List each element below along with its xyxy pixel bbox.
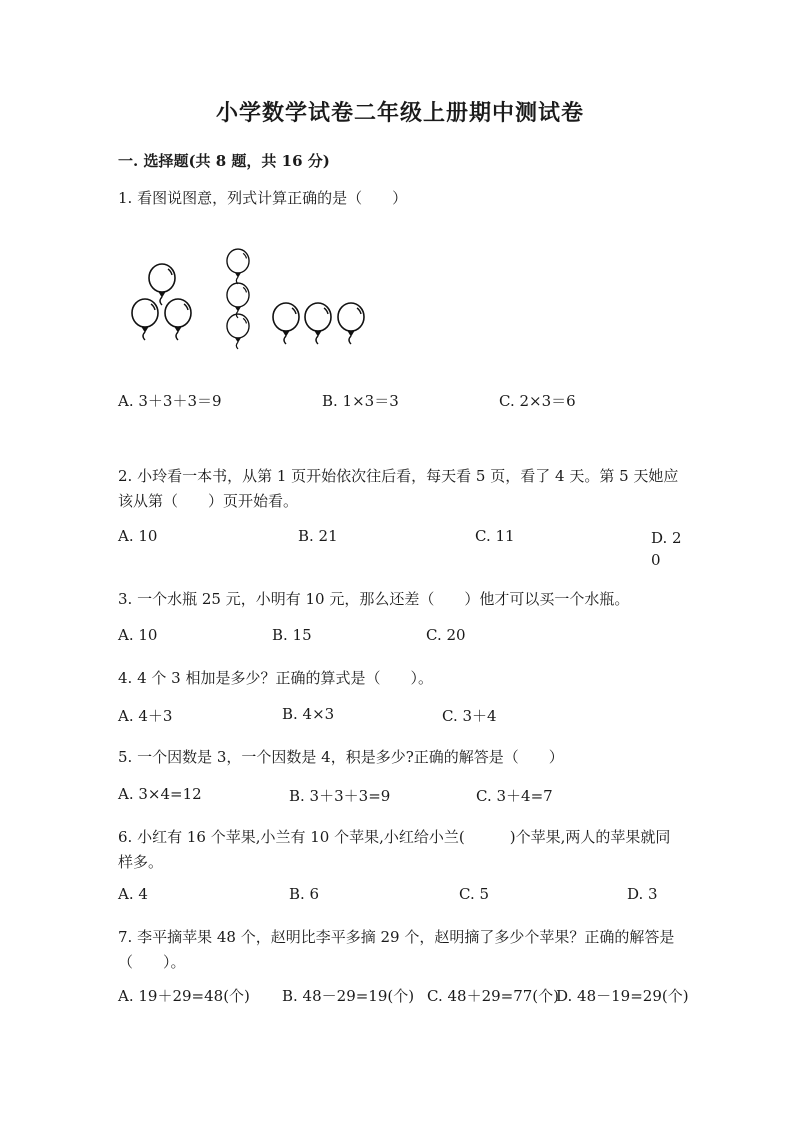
option-a[interactable]: A. 3＋3＋3＝9 (118, 392, 222, 410)
balloon-icon (132, 299, 158, 340)
balloon-icon (165, 299, 191, 340)
option-a[interactable]: A. 4 (118, 885, 148, 903)
option-a[interactable]: A. 3×4=12 (118, 785, 202, 803)
option-c[interactable]: C. 3＋4=7 (476, 787, 553, 805)
option-b[interactable]: B. 48－29=19(个) (282, 987, 415, 1005)
question-6-options (118, 885, 688, 910)
option-a[interactable]: A. 10 (118, 527, 158, 545)
question-2-options (118, 527, 688, 569)
balloon-icon (227, 314, 249, 349)
balloon-group-3 (273, 303, 364, 344)
option-b[interactable]: B. 6 (289, 885, 320, 903)
option-d[interactable]: D. 3 (627, 885, 658, 903)
balloon-group-2 (227, 249, 249, 349)
balloon-group-1 (132, 264, 191, 340)
question-4-text: 4. 4 个 3 相加是多少？正确的算式是（ ）。 (118, 669, 433, 687)
balloon-icon (227, 249, 249, 284)
question-3-options (118, 626, 688, 651)
option-b[interactable]: B. 21 (298, 527, 338, 545)
balloon-icon (338, 303, 364, 344)
balloons-figure (118, 240, 388, 350)
question-1-options (118, 390, 688, 415)
option-a[interactable]: A. 19＋29=48(个) (118, 987, 250, 1005)
option-a[interactable]: A. 4＋3 (118, 707, 173, 725)
question-6-text: 6. 小红有 16 个苹果,小兰有 10 个苹果,小红给小兰( )个苹果,两人的苹果就同样多。 (118, 828, 671, 871)
question-2-text: 2. 小玲看一本书，从第 1 页开始依次往后看，每天看 5 页，看了 4 天。第 5 天她应该从第（ ）页开始看。 (118, 467, 679, 510)
option-c[interactable]: C. 2×3＝6 (499, 392, 576, 410)
option-d[interactable]: D. 20 (651, 529, 682, 569)
question-5-text: 5. 一个因数是 3，一个因数是 4，积是多少?正确的解答是（ ） (118, 748, 564, 766)
question-4-options (118, 705, 688, 730)
balloon-icon (227, 283, 249, 318)
option-c[interactable]: C. 11 (475, 527, 515, 545)
question-7-options (118, 985, 688, 1010)
option-c[interactable]: C. 5 (459, 885, 490, 903)
balloon-icon (149, 264, 175, 305)
page-title: 小学数学试卷二年级上册期中测试卷 (215, 100, 584, 126)
balloon-icon (305, 303, 331, 344)
balloon-icon (273, 303, 299, 344)
option-b[interactable]: B. 15 (272, 626, 312, 644)
option-c[interactable]: C. 20 (426, 626, 466, 644)
option-c[interactable]: C. 3＋4 (442, 707, 497, 725)
question-5-options (118, 785, 688, 810)
option-b[interactable]: B. 4×3 (282, 705, 335, 723)
option-d[interactable]: D. 48－19=29(个) (556, 987, 689, 1005)
question-3-text: 3. 一个水瓶 25 元，小明有 10 元，那么还差（ ）他才可以买一个水瓶。 (118, 590, 630, 608)
option-b[interactable]: B. 1×3＝3 (322, 392, 399, 410)
question-1-text: 1. 看图说图意，列式计算正确的是（ ） (118, 189, 408, 207)
section-title: 一. 选择题(共 8 题，共 16 分) (118, 152, 330, 170)
option-a[interactable]: A. 10 (118, 626, 158, 644)
option-c[interactable]: C. 48＋29=77(个) (427, 987, 560, 1005)
question-7-text: 7. 李平摘苹果 48 个，赵明比李平多摘 29 个，赵明摘了多少个苹果？正确的解答是 （ ）。 (118, 928, 675, 971)
option-b[interactable]: B. 3＋3＋3=9 (289, 787, 391, 805)
